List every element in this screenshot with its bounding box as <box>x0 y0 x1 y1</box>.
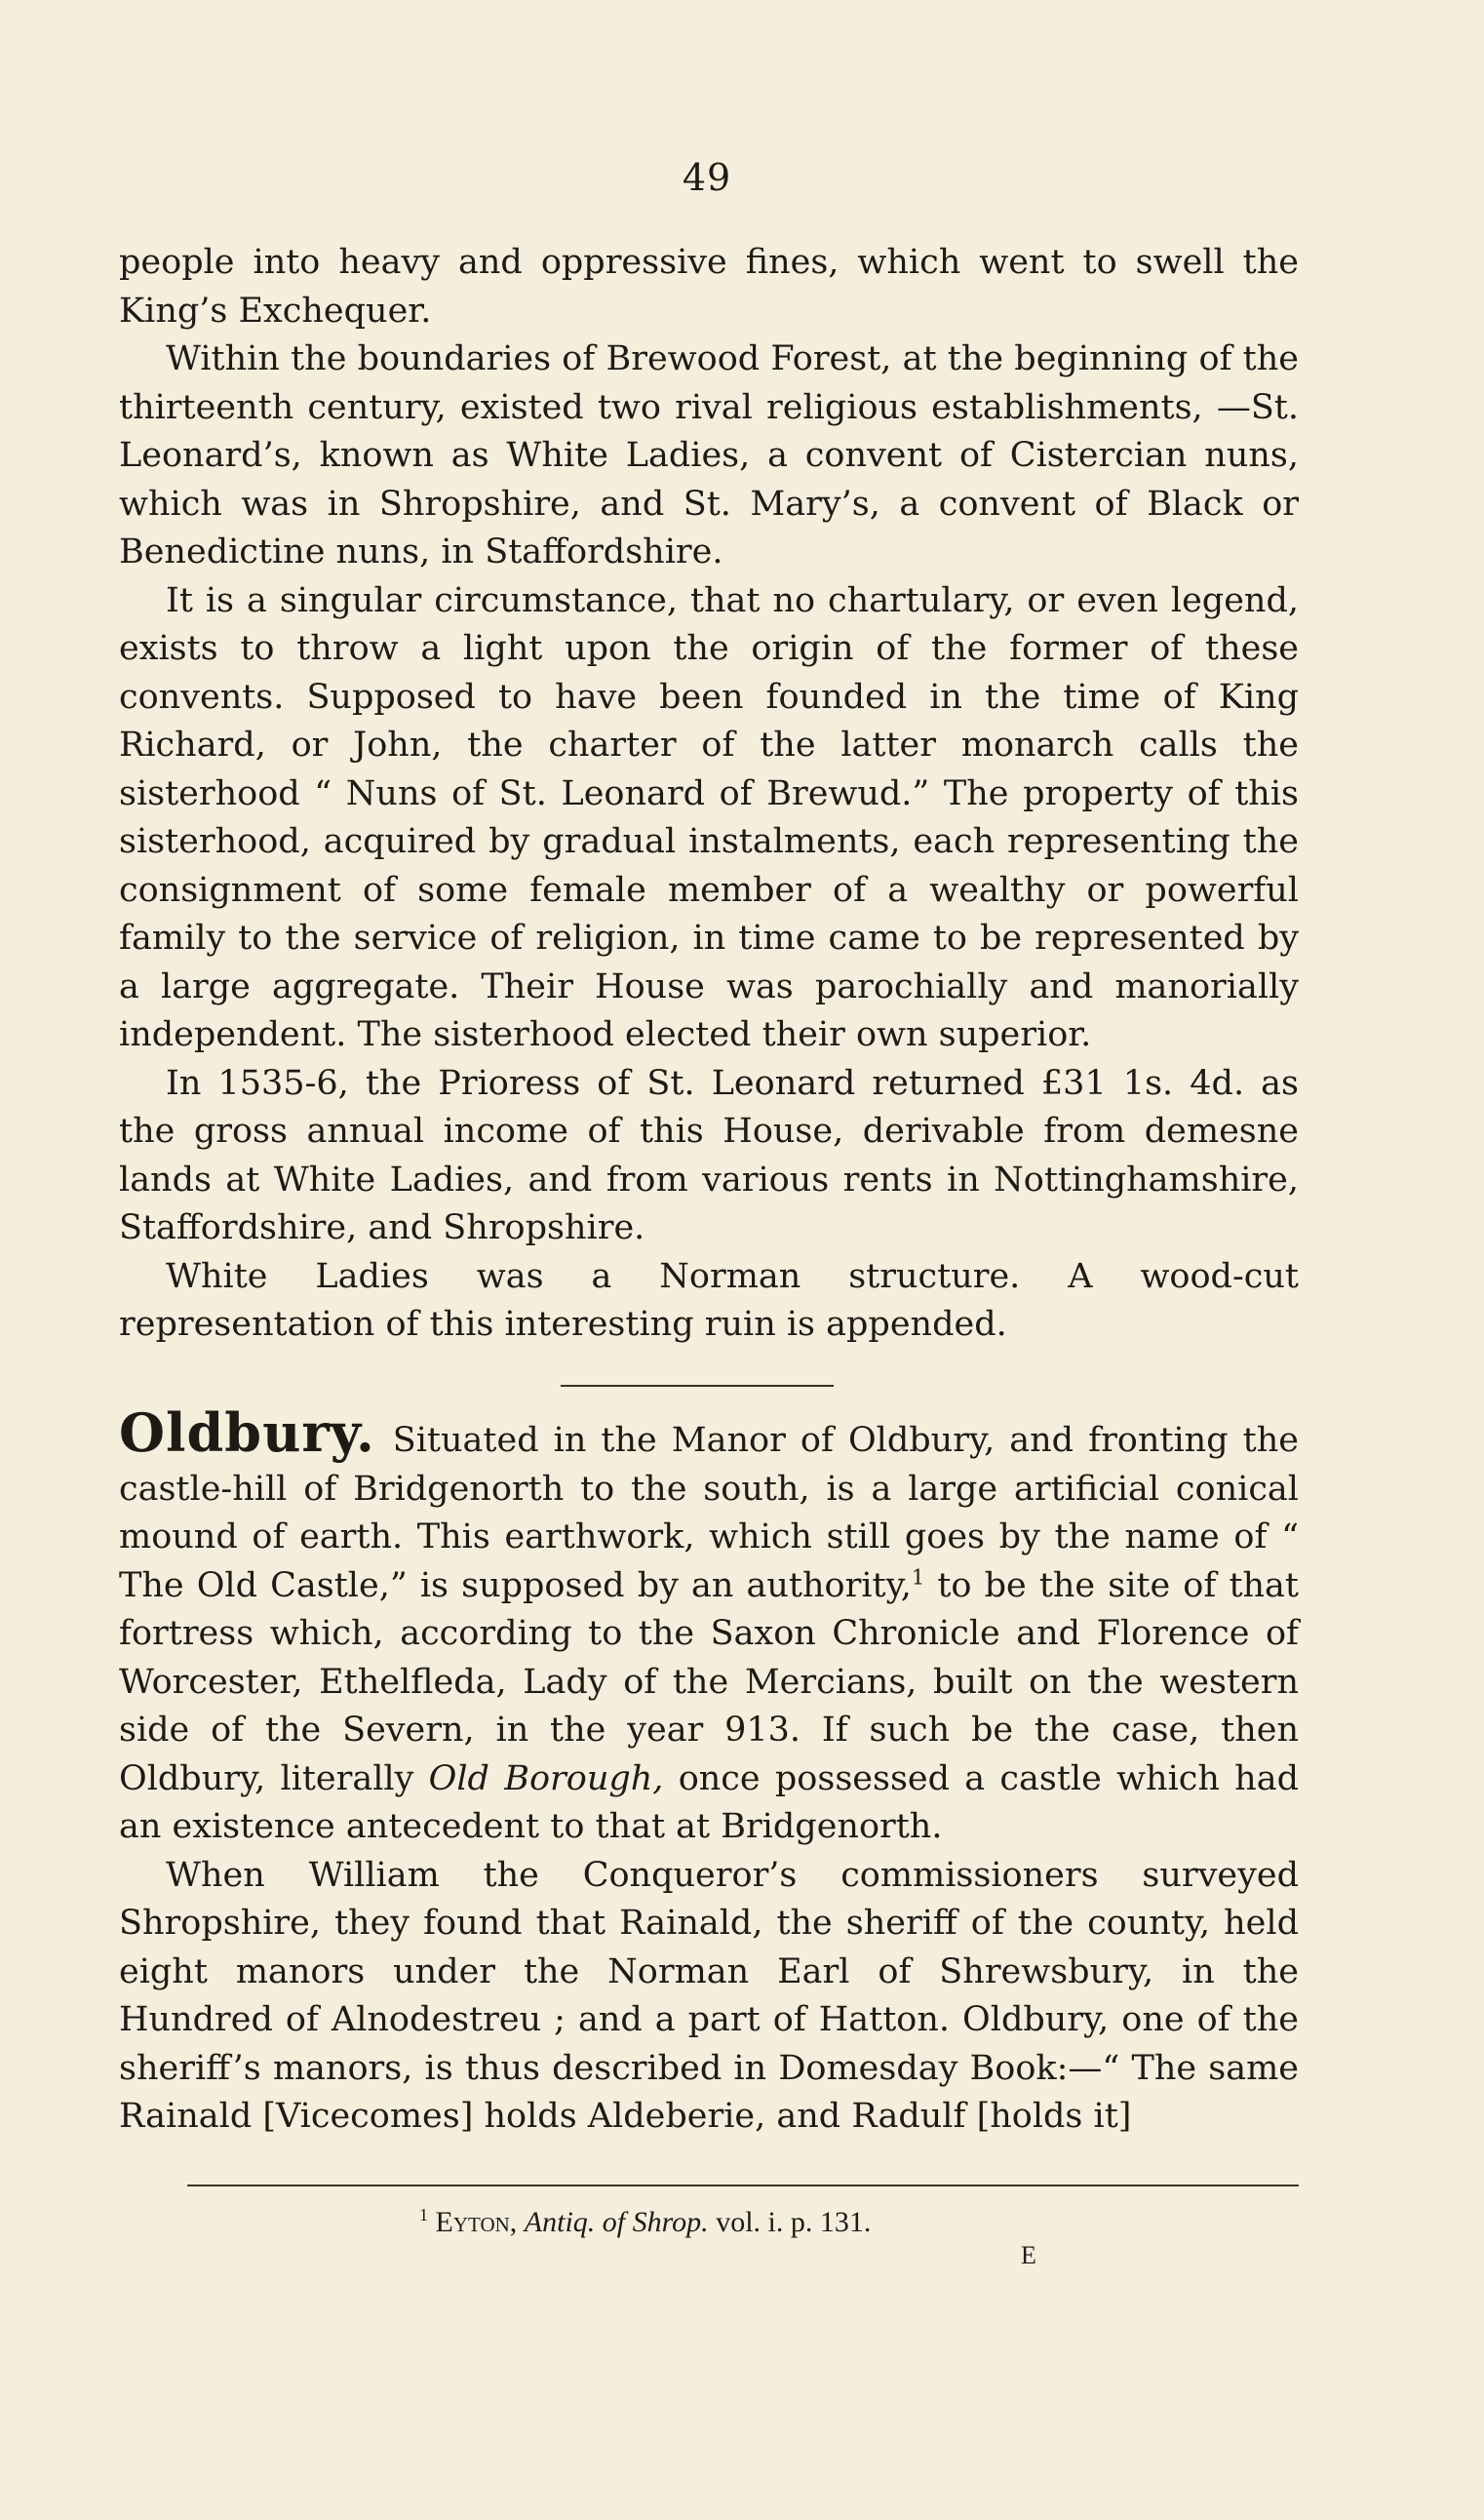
section-heading: Oldbury. <box>119 1401 375 1464</box>
oldbury-paragraph-2: When William the Conqueror’s commissioners surveyed Shropshire, they found that Rainald, the sheriff of the county, held eight manors under the Norman Earl of Shrewsbury, in the Hundred of Alnodestreu ; and a part of Hatton. Oldbury, one of the sheriff’s manors, is thus described in Domesday Book:—“ The same Rainald [Vicecomes] holds Aldeberie, and Radulf [holds it] <box>119 1855 1299 2136</box>
paragraph-3: It is a singular circumstance, that no chartulary, or even legend, exists to throw a light upon the origin of the former of these convents. Supposed to have been founded in the time of King Richard, or John, the charter of the latter monarch calls the sisterhood “ Nuns of St. Leonard of Brewud.” The property of this sisterhood, acquired by gradual instalments, each representing the consignment of some female member of a wealthy or powerful family to the service of religion, in time came to be represented by a large aggregate. Their House was parochially and manorially independent. The sisterhood elected their own superior. <box>119 580 1299 1054</box>
footnote-title: Antiq. of Shrop. <box>524 2206 709 2238</box>
footnote-rule <box>187 2185 1299 2186</box>
paragraph-2: Within the boundaries of Brewood Forest, at the beginning of the thirteenth century, existed two rival religious establishments, —St. Leonard’s, known as White Ladies, a convent of Cistercian nuns, which was in Shropshire, and St. Mary’s, a convent of Black or Benedictine nuns, in Staffordshire. <box>119 339 1299 571</box>
footnote-ref: vol. i. p. 131. <box>716 2206 872 2238</box>
page-number: 49 <box>682 156 732 199</box>
footnote-author: Eyton, <box>435 2206 518 2238</box>
oldbury-italic: Old Borough, <box>428 1758 664 1798</box>
oldbury-paragraph-1 <box>119 1401 1299 1852</box>
footnote <box>419 2206 871 2239</box>
paragraph-4: In 1535-6, the Prioress of St. Leonard returned £31 1s. 4d. as the gross annual income of this House, derivable from demesne lands at White Ladies, and from various rents in Nottinghamshire, Staffordshire, and Shropshire. <box>119 1063 1299 1247</box>
oldbury-text-b: to be the site of that fortress which, according to the Saxon Chronicle and Florence of Worcester, Ethelfleda, Lady of the Mercians, built on the western side of the Severn, in the year 913. If such be the case, then Oldbury, literally <box>119 1565 1299 1798</box>
footnote-mark: 1 <box>419 2205 428 2225</box>
footnote-reference: 1 <box>911 1564 925 1589</box>
body-text-oldbury <box>119 1401 1299 2142</box>
paragraph-1: people into heavy and oppressive fines, which went to swell the King’s Exchequer. <box>119 243 1299 331</box>
oldbury-text-a: Situated in the Manor of Oldbury, and fronting the castle-hill of Bridgenorth to the south, is a large artificial conical mound of earth. This earthwork, which still goes by the name of “ The Old Castle,” is supposed by an authority, <box>119 1421 1299 1605</box>
oldbury-text-c: once possessed a castle which had an existence antecedent to that at Bridgenorth. <box>119 1758 1299 1846</box>
paragraph-5: White Ladies was a Norman structure. A wood-cut representation of this interesting ruin is appended. <box>119 1256 1299 1344</box>
signature-mark: E <box>1021 2241 1036 2269</box>
body-text-top <box>119 239 1299 1350</box>
section-divider <box>561 1385 834 1387</box>
